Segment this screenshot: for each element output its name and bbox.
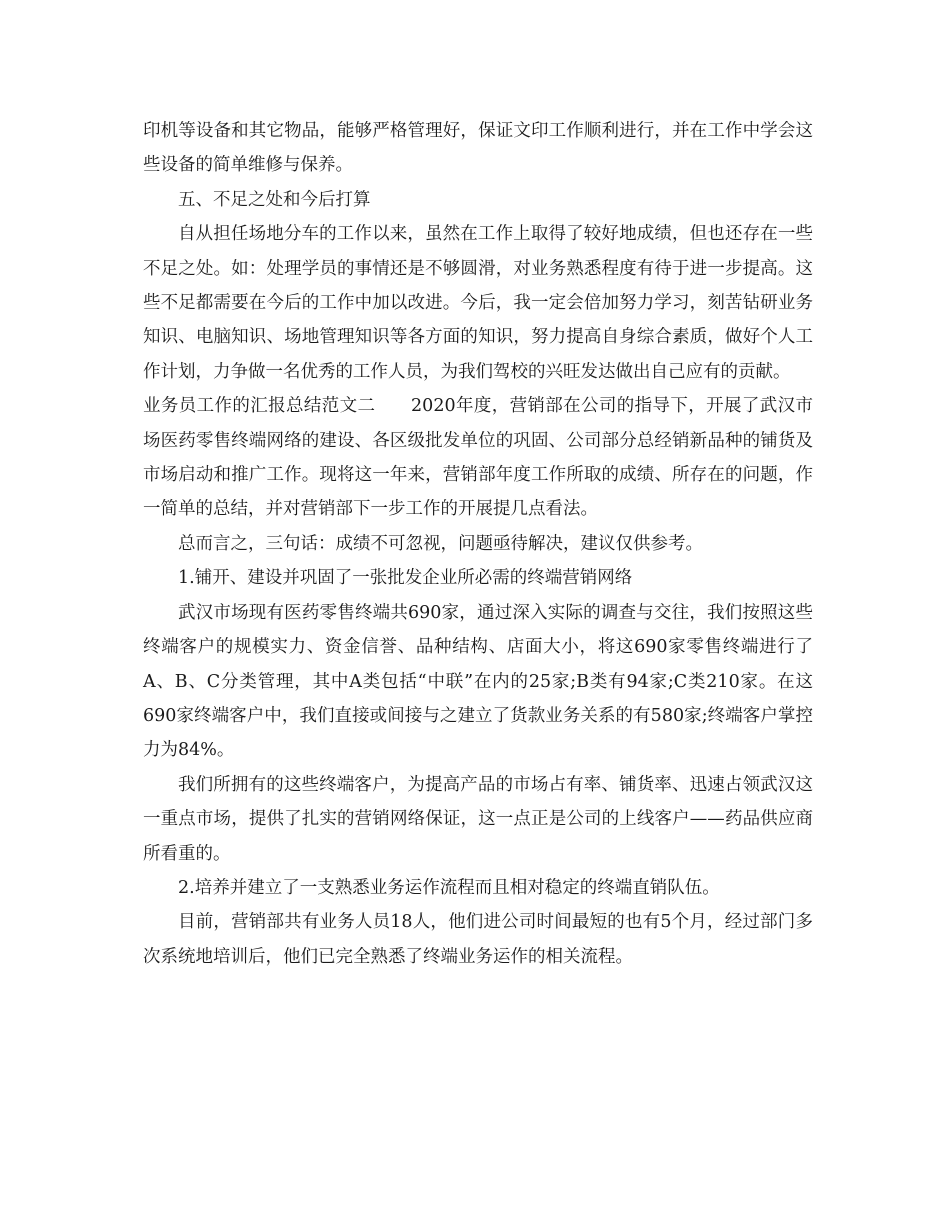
heading-point-one: 1.铺开、建设并巩固了一张批发企业所必需的终端营销网络 [178, 568, 633, 589]
document-body [143, 114, 813, 974]
section-heading-shortcomings: 五、不足之处和今后打算 [178, 189, 371, 210]
paragraph-summary: 总而言之，三句话：成绩不可忽视，问题亟待解决，建议仅供参考。 [178, 533, 703, 554]
paragraph-shortcomings: 自从担任场地分车的工作以来，虽然在工作上取得了较好地成绩，但也还存在一些不足之处。如：处理学员的事情还是不够圆滑，对业务熟悉程度有待于进一步提高。这些不足都需要在今后的工作中加以改进。今后，我一定会倍加努力学习，刻苦钻研业务知识、电脑知识、场地管理知识等各方面的知识，努力提高自身综合素质，做好个人工作计划，力争做一名优秀的工作人员，为我们驾校的兴旺发达做出自己应有的贡献。 [143, 224, 813, 382]
paragraph-report-two-intro: 业务员工作的汇报总结范文二 2020年度，营销部在公司的指导下，开展了武汉市场医药零售终端网络的建设、各区级批发单位的巩固、公司部分总经销新品种的铺货及市场启动和推广工作。现将这一年来，营销部年度工作所取的成绩、所存在的问题，作一简单的总结，并对营销部下一步工作的开展提几点看法。 [143, 396, 813, 520]
paragraph-terminal-network: 武汉市场现有医药零售终端共690家，通过深入实际的调查与交往，我们按照这些终端客户的规模实力、资金信誉、品种结构、店面大小，将这690家零售终端进行了A、B、C分类管理，其中A类包括“中联”在内的25家;B类有94家;C类210家。在这690家终端客户中，我们直接或间接与之建立了货款业务关系的有580家;终端客户掌控力为84%。 [143, 602, 813, 761]
paragraph-sales-team: 目前，营销部共有业务人员18人，他们进公司时间最短的也有5个月，经过部门多次系统地培训后，他们已完全熟悉了终端业务运作的相关流程。 [143, 912, 813, 967]
paragraph-equipment-maintenance: 印机等设备和其它物品，能够严格管理好，保证文印工作顺利进行，并在工作中学会这些设备的简单维修与保养。 [143, 121, 813, 176]
paragraph-network-value: 我们所拥有的这些终端客户，为提高产品的市场占有率、铺货率、迅速占领武汉这一重点市场，提供了扎实的营销网络保证，这一点正是公司的上线客户——药品供应商所看重的。 [143, 774, 813, 864]
heading-point-two: 2.培养并建立了一支熟悉业务运作流程而且相对稳定的终端直销队伍。 [178, 877, 720, 898]
